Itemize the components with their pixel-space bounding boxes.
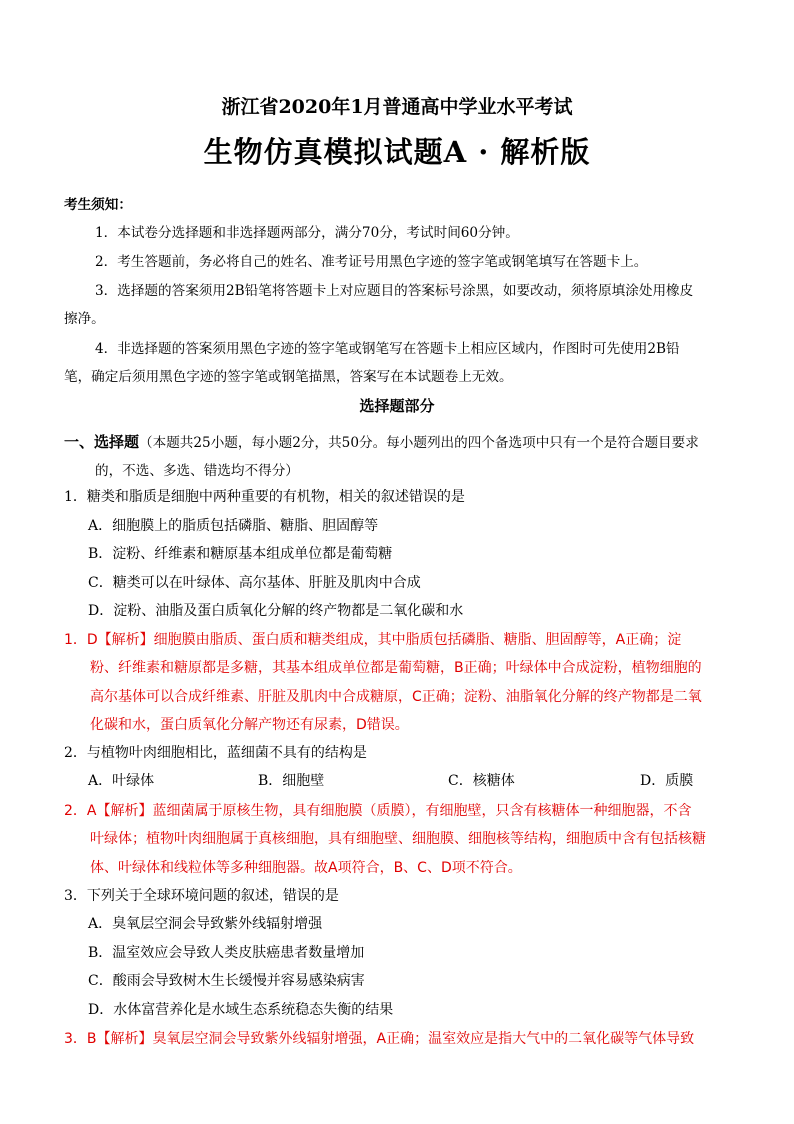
question-1-answer: 1．D【解析】细胞膜由脂质、蛋白质和糖类组成，其中脂质包括磷脂、糖脂、胆固醇等，A正确；淀 [64,632,682,648]
notice-item-3-cont: 擦净。 [64,311,105,327]
question-2-option-c: C．核糖体 [448,773,515,789]
question-1-stem: 1．糖类和脂质是细胞中两种重要的有机物，相关的叙述错误的是 [64,489,465,505]
notice-heading: 考生须知： [64,197,132,213]
question-3-answer: 3．B【解析】臭氧层空洞会导致紫外线辐射增强，A正确；温室效应是指大气中的二氧化碳等气体导致 [64,1031,695,1047]
part1-desc: （本题共25小题，每小题2分，共50分。每小题列出的四个备选项中只有一个是符合题目要求 [139,435,699,451]
exam-subtitle: 生物仿真模拟试题A · 解析版 [203,135,591,169]
question-3-option-b: B．温室效应会导致人类皮肤癌患者数量增加 [88,945,365,961]
question-1-option-c: C．糖类可以在叶绿体、高尔基体、肝脏及肌肉中合成 [88,575,421,591]
question-3-stem: 3．下列关于全球环境问题的叙述，错误的是 [64,888,339,904]
question-2-stem: 2．与植物叶肉细胞相比，蓝细菌不具有的结构是 [64,745,367,761]
question-2-answer-line-2: 叶绿体；植物叶肉细胞属于真核细胞，具有细胞壁、细胞膜、细胞核等结构，细胞质中含有包括核糖 [90,831,706,847]
question-1-option-d: D．淀粉、油脂及蛋白质氧化分解的终产物都是二氧化碳和水 [88,603,464,619]
question-2-answer: 2．A【解析】蓝细菌属于原核生物，具有细胞膜（质膜），有细胞壁，只含有核糖体一种细胞器，不含 [64,803,692,819]
question-1-answer-line-2: 粉、纤维素和糖原都是多糖，其基本组成单位都是葡萄糖，B正确；叶绿体中合成淀粉，植物细胞的 [90,660,702,676]
question-1-answer-line-4: 化碳和水，蛋白质氧化分解产物还有尿素，D错误。 [90,717,409,733]
notice-item-1: 1．本试卷分选择题和非选择题两部分，满分70分，考试时间60分钟。 [95,225,519,241]
question-3-option-d: D．水体富营养化是水域生态系统稳态失衡的结果 [88,1002,394,1018]
question-2-option-d: D．质膜 [640,773,694,789]
question-3-option-c: C．酸雨会导致树木生长缓慢并容易感染病害 [88,973,365,989]
notice-item-4: 4．非选择题的答案须用黑色字迹的签字笔或钢笔写在答题卡上相应区域内，作图时可先使用2B铅 [95,341,680,357]
question-1-option-b: B．淀粉、纤维素和糖原基本组成单位都是葡萄糖 [88,546,393,562]
notice-item-4-cont: 笔，确定后须用黑色字迹的签字笔或钢笔描黑，答案写在本试题卷上无效。 [64,369,513,385]
question-2-option-b: B．细胞壁 [258,773,325,789]
notice-item-3: 3．选择题的答案须用2B铅笔将答题卡上对应题目的答案标号涂黑，如要改动，须将原填涂处用橡皮 [95,283,694,299]
part1-desc-cont: 的，不选、多选、错选均不得分） [95,463,299,479]
part1-label: 一、选择题 [64,433,140,451]
question-2-answer-line-3: 体、叶绿体和线粒体等多种细胞器。故A项符合，B、C、D项不符合。 [90,860,522,876]
question-1-answer-line-3: 高尔基体可以合成纤维素、肝脏及肌肉中合成糖原，C正确；淀粉、油脂氧化分解的终产物都是二氧 [90,689,702,705]
exam-title: 浙江省2020年1月普通高中学业水平考试 [221,96,573,118]
question-1-option-a: A．细胞膜上的脂质包括磷脂、糖脂、胆固醇等 [88,518,379,534]
question-2-option-a: A．叶绿体 [88,773,155,789]
section-title: 选择题部分 [359,397,435,415]
notice-item-2: 2．考生答题前，务必将自己的姓名、准考证号用黑色字迹的签字笔或钢笔填写在答题卡上。 [95,254,648,270]
question-3-option-a: A．臭氧层空洞会导致紫外线辐射增强 [88,916,323,932]
part1-heading [64,431,744,452]
